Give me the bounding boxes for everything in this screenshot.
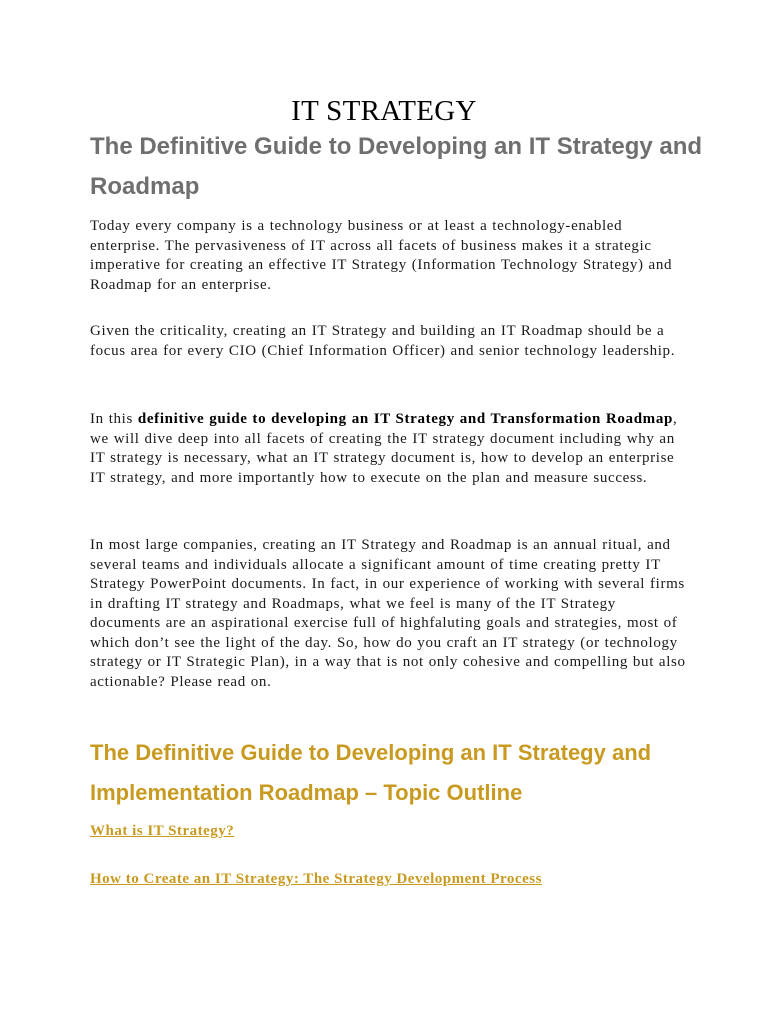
guide-paragraph-lead: In this [90,411,138,427]
guide-paragraph-bold: definitive guide to developing an IT Strategy and Transformation Roadmap [137,411,673,427]
toc-link-strategy-development-process[interactable]: How to Create an IT Strategy: The Strategy Development Process [90,871,542,887]
context-paragraph: In most large companies, creating an IT Strategy and Roadmap is an annual ritual, and several teams and individuals allocate a significant amount of time creating pretty IT Strategy PowerPoint documents. In fact, in our experience of working with several firms in drafting IT strategy and Roadmaps, what we feel is many of the IT Strategy documents are an aspirational exercise full of highfaluting goals and strategies, most of which don’t see the light of the day. So, how do you craft an IT strategy (or technology strategy or IT Strategic Plan), in a way that is not only cohesive and compelling but also actionable? Please read on. [90,537,686,690]
topic-outline-heading: The Definitive Guide to Developing an IT Strategy and Implementation Roadmap – Topic Outline [90,740,652,805]
intro-paragraph: Today every company is a technology business or at least a technology-enabled enterprise. The pervasiveness of IT across all facets of business makes it a strategic imperative for creating an effective IT Strategy (Information Technology Strategy) and Roadmap for an enterprise. [90,218,673,293]
guide-paragraph-rest: , we will dive deep into all facets of creating the IT strategy document including why an IT strategy is necessary, what an IT strategy document is, how to develop an enterprise IT strategy, and more importantly how to execute on the plan and measure success. [90,411,678,486]
document-title: IT STRATEGY [291,95,477,127]
document-subtitle: The Definitive Guide to Developing an IT Strategy and Roadmap [90,133,703,200]
toc-link-what-is-it-strategy[interactable]: What is IT Strategy? [90,823,235,839]
guide-paragraph [90,410,690,488]
criticality-paragraph: Given the criticality, creating an IT Strategy and building an IT Roadmap should be a focus area for every CIO (Chief Information Officer) and senior technology leadership. [90,323,676,359]
